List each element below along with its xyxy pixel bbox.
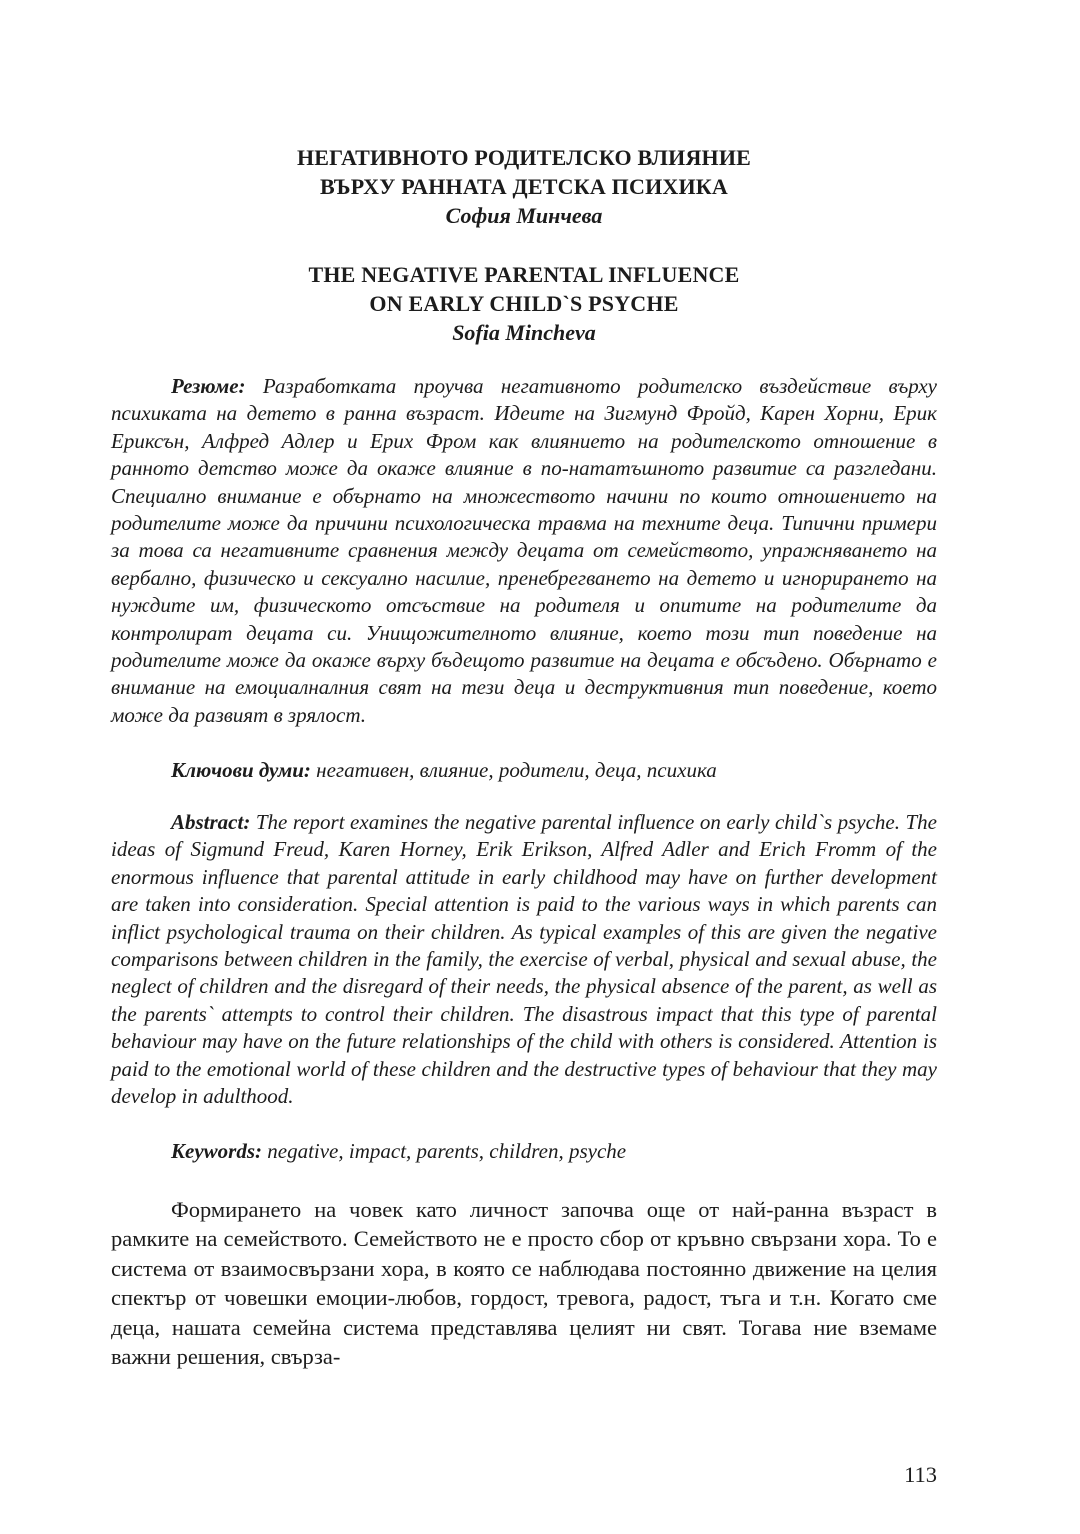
keywords-bg-text: негативен, влияние, родители, деца, психика: [316, 758, 717, 782]
paper-page: [111, 0, 937, 1534]
keywords-bulgarian: [111, 757, 937, 784]
abstract-bulgarian: [111, 373, 937, 729]
keywords-en-text: negative, impact, parents, children, psyche: [267, 1139, 627, 1163]
keywords-english: [111, 1138, 937, 1165]
title-en-line-2: ON EARLY CHILD`S PSYCHE: [369, 291, 679, 316]
author-en: Sofia Mincheva: [452, 320, 596, 345]
keywords-en-label: Keywords:: [171, 1139, 262, 1163]
abstract-bg-text: Разработката проучва негативното родителско въздействие върху психиката на детето в ранна възраст. Идеите на Зигмунд Фройд, Карен Хорни, Ерик Ериксън, Алфред Адлер и Ерих Фром как влиянието на родителското отношение в ранното детство може да окаже влияние в по-нататъшното развитие са разгледани. Специално внимание е обърнато на множеството начини по които отношението на родителите може да причини психологическа травма на техните деца. Типични примери за това са негативните сравнения между децата от семейството, упражняването на вербално, физическо и сексуално насилие, пренебрегването на детето и игнорирането на нуждите им, физическото отсъствие на родителя и опитите на родителите да контролират децата си. Унищожителното влияние, което този тип поведение на родителите може да окаже върху бъдещото развитие на децата е обсъдено. Обърнато е внимание на емоциалналния свят на тези деца и деструктивния тип поведение, което може да развият в зрялост.: [111, 374, 937, 727]
body-paragraph-1: Формирането на човек като личност започва още от най-ранна възраст в рамките на семейството. Семейството не е просто сбор от кръвно свързани хора. То е система от взаимосвързани хора, в която се наблюдава постоянно движение на целия спектър от човешки емоции-любов, гордост, тревога, радост, тъга и т.н. Когато сме деца, нашата семейна система представлява целият ни свят. Тогава ние вземаме важни решения, свърза-: [111, 1197, 937, 1370]
keywords-bg-label: Ключови думи:: [171, 758, 311, 782]
abstract-en-text: The report examines the negative parental influence on early child`s psyche. The ideas of Sigmund Freud, Karen Horney, Erik Erikson, Alfred Adler and Erich Fromm of the enormous influence that parental attitude in early childhood may have on further development are taken into consideration. Special attention is paid to the various ways in which parents can inflict psychological trauma on their children. As typical examples of this are given the negative comparisons between children in the family, the exercise of verbal, physical and sexual abuse, the neglect of children and the disregard of their needs, the physical absence of the parent, as well as the parents` attempts to control their children. The disastrous impact that this type of parental behaviour may have on the future relationships of the child with others is considered. Attention is paid to the emotional world of these children and the destructive types of behaviour that they may develop in adulthood.: [111, 810, 937, 1109]
title-block-bulgarian: [111, 143, 937, 230]
title-en-line-1: THE NEGATIVE PARENTAL INFLUENCE: [308, 262, 740, 287]
abstract-english: [111, 809, 937, 1110]
title-block-english: [111, 260, 937, 347]
title-bg-line-1: НЕГАТИВНОТО РОДИТЕЛСКО ВЛИЯНИЕ: [296, 145, 752, 170]
title-bg-line-2: ВЪРХУ РАННАТА ДЕТСКА ПСИХИКА: [319, 174, 729, 199]
abstract-bg-label: Резюме:: [171, 374, 246, 398]
abstract-en-label: Abstract:: [171, 810, 251, 834]
author-bg: София Минчева: [445, 203, 603, 228]
page-number: 113: [904, 1462, 937, 1487]
